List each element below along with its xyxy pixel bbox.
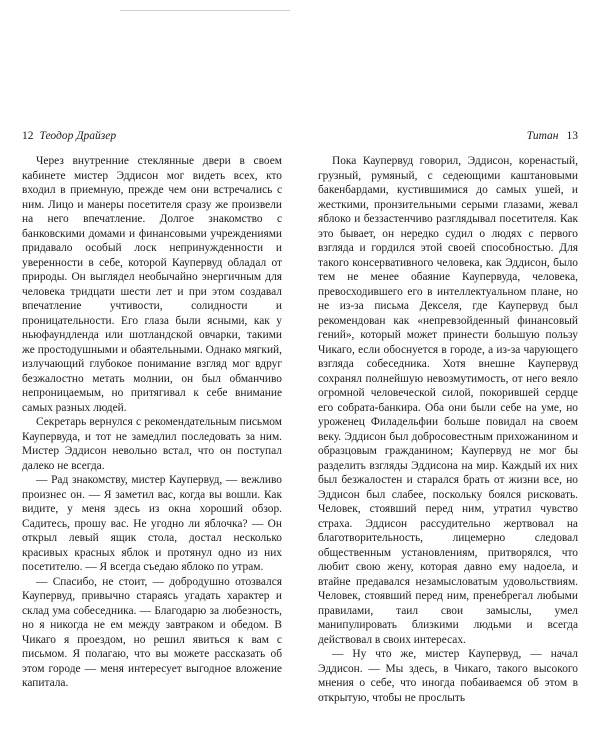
paragraph: Через внутренние стеклянные двери в своем кабинете мистер Эддисон мог видеть всех, кто входил в приемную, прежде чем они встречались с ним. Лицо и манеры посетителя сразу же произвели на него впечатление. Долгое знакомство с банковскими домами и финансовыми учреждениями придавало особый лоск непринужденности и уверенности в себе, которой Каупервуд обладал от природы. Он выглядел необычайно энергичным для человека тридцати шести лет и при этом создавал впечатление учтивости, солидности и проницательности. Его глаза были ясными, как у ньюфаундленда или шотландской овчарки, такими же простодушными и обаятельными. Однако мягкий, излучающий глубокое понимание взгляд мог вдруг безжалостно метать молнии, он был обманчиво непроницаемым, но притягивал к себе внимание самых разных людей. [22, 155, 282, 414]
paragraph: — Ну что же, мистер Каупервуд, — начал Эддисон. — Мы здесь, в Чикаго, такого высокого мнения о себе, что иногда побаиваемся об этом в открытую, чтобы не прослыть [318, 648, 578, 704]
running-head-author: Теодор Драйзер [39, 130, 117, 142]
page-number-right: 13 [566, 130, 578, 142]
left-page-body [22, 154, 282, 691]
top-rule-left [120, 10, 290, 11]
paragraph: — Рад знакомству, мистер Каупервуд, — вежливо произнес он. — Я заметил вас, когда вы вошли. Как видите, у меня здесь из окна хороший обзор. Садитесь, прошу вас. Не угодно ли яблочка? — Он открыл левый ящик стола, достал несколько красивых красных яблок и протянул одно из них посетителю. — Я всегда съедаю яблоко по утрам. [22, 474, 282, 573]
right-page [318, 128, 578, 705]
left-page [22, 128, 282, 691]
paragraph: — Спасибо, не стоит, — добродушно отозвался Каупервуд, привычно стараясь угадать характер и склад ума собеседника. — Благодарю за любезность, но я никогда не ем между завтраком и обедом. В Чикаго я проездом, но решил явиться к вам с письмом. Я полагаю, что вы можете рассказать об этом городе — меня интересует выгодное вложение капитала. [22, 575, 282, 689]
paragraph: Пока Каупервуд говорил, Эддисон, коренастый, грузный, румяный, с седеющими каштановыми бакенбардами, кустившимися до самых ушей, и жесткими, пронзительными серыми глазами, жевал яблоко и беззастенчиво разглядывал посетителя. Как это бывает, он нередко судил о людях с первого взгляда и гордился этой своей способностью. Для такого консервативного человека, как Эддисон, было тем не менее обаяние Каупервуда, человека, превосходившего его в интеллектуальном плане, но не из-за письма Декселя, где Каупервуд был рекомендован как «непревзойденный финансовый гений», который может принести большую пользу Чикаго, если обоснуется в городе, а из-за чарующего взгляда собеседника. Хотя внешне Каупервуд сохранял полнейшую невозмутимость, от него веяло огромной человеческой силой, покорившей сердце его собрата-банкира. Оба они были себе на уме, но уроженец Филадельфии больше повидал на своем веку. Эддисон был добросовестным прихожанином и образцовым гражданином; Каупервуд не мог бы разделить взгляды Эддисона на мир. Каждый их них был безжалостен и старался брать от жизни все, но Эддисон был слабее, поскольку боялся рисковать. Человек, стоявший перед ним, утратил чувство страха. Эддисон рассудительно жертвовал на благотворительность, лицемерно следовал общественным установлениям, притворялся, что любит свою жену, которая давно ему надоела, и втайне предавался незамысловатым удовольствиям. Человек, стоявший перед ним, пренебрегал любыми правилами, таил свои замыслы, умел манипулировать близкими людьми и всегда действовал в своих интересах. [318, 155, 578, 646]
right-page-header [318, 128, 578, 144]
running-head-title: Титан [526, 130, 559, 142]
paragraph: Секретарь вернулся с рекомендательным письмом Каупервуда, и тот не замедлил последовать за ним. Мистер Эддисон невольно встал, что он поступал далеко не всегда. [22, 416, 282, 472]
page-number-left: 12 [22, 130, 34, 142]
right-page-body [318, 154, 578, 705]
left-page-header [22, 128, 282, 144]
